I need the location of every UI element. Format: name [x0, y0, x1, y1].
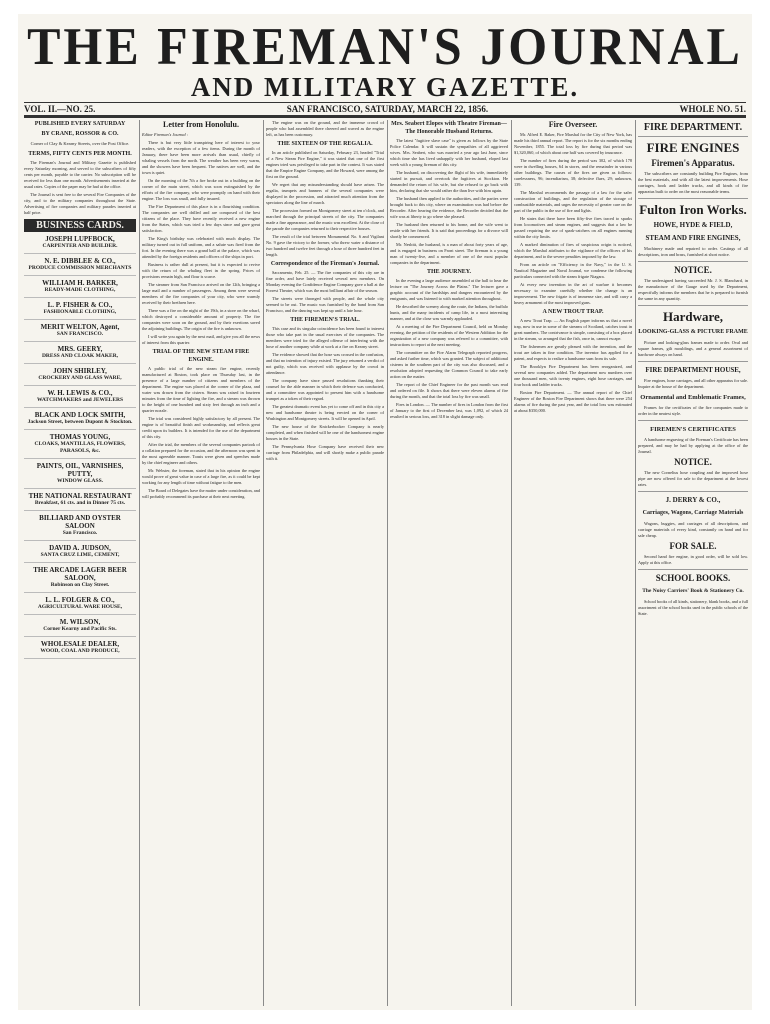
apparatus-heading: Firemen's Apparatus.: [651, 158, 735, 168]
dateline: [24, 102, 746, 116]
fire-engines-heading: FIRE ENGINES: [646, 140, 740, 155]
ornamental-frames-heading: Ornamental and Emblematic Frames,: [640, 394, 746, 401]
business-card: [24, 235, 136, 254]
business-card-name: M. WILSON,: [59, 618, 101, 626]
business-card-name: N. E. DIBBLEE & CO.,: [44, 257, 116, 265]
business-card-name: MERIT WELTON, Agent,: [40, 323, 120, 331]
fire-overseer-heading: Fire Overseer.: [548, 120, 598, 129]
journey-heading: THE JOURNEY.: [426, 269, 472, 275]
business-card-name: THE NATIONAL RESTAURANT: [28, 492, 132, 500]
for-sale-heading: FOR SALE.: [669, 541, 717, 551]
publisher-line: PUBLISHED EVERY SATURDAY: [34, 121, 126, 127]
divider: [638, 305, 748, 306]
business-card-line: DRESS AND CLOAK MAKER,: [41, 353, 119, 359]
masthead-subtitle: AND MILITARY GAZETTE.: [190, 72, 580, 102]
business-card: [24, 596, 136, 615]
business-card-line: WATCHMAKERS and JEWELERS: [36, 397, 124, 403]
business-card: [24, 462, 136, 489]
terms-heading: TERMS, FIFTY CENTS PER MONTH.: [28, 151, 132, 157]
carriages-heading: Carriages, Wagons, Carriage Materials: [642, 510, 744, 516]
business-card-name: JOSEPH LUPFBOCK,: [45, 235, 115, 243]
business-card: [24, 492, 136, 511]
fire-department-heading: FIRE DEPARTMENT.: [643, 122, 743, 133]
business-card-line: CROCKERY AND GLASS WARE,: [38, 375, 122, 381]
business-card-line: CLOAKS, MANTILLAS, FLOWERS, PARASOLS, &c.: [34, 441, 126, 454]
business-card: [24, 323, 136, 342]
business-card: [24, 257, 136, 276]
business-card-line: WINDOW GLASS.: [56, 478, 104, 484]
business-card: [24, 566, 136, 593]
business-card-name: THE ARCADE LAGER BEER SALOON,: [33, 566, 127, 582]
divider: [638, 261, 748, 262]
business-card-name: BLACK AND LOCK SMITH,: [34, 411, 126, 419]
business-card-line: AGRICULTURAL WARE HOUSE,: [37, 604, 123, 610]
business-card-line: READY-MADE CLOTHING,: [44, 287, 116, 293]
trial-heading: THE FIREMEN'S TRIAL.: [290, 317, 360, 323]
notice-2-heading: NOTICE.: [674, 457, 712, 467]
regalia-heading: THE SIXTEEN OF THE REGALIA.: [277, 141, 373, 147]
business-card-line: Corner Kearny and Pacific Sts.: [43, 626, 117, 632]
business-card-line: FASHIONABLE CLOTHING,: [43, 309, 117, 315]
publishers: BY CRANE, ROSSOR & CO.: [41, 131, 119, 137]
fulton-heading: Fulton Iron Works.: [639, 202, 747, 217]
business-card-name: WHOLESALE DEALER,: [40, 640, 120, 648]
business-card-name: L. L. FOLGER & CO.,: [45, 596, 115, 604]
column-rule: [263, 120, 264, 1006]
honolulu-letter-heading: Letter from Honolulu.: [163, 120, 239, 129]
business-card-line: PRODUCE COMMISSION MERCHANTS: [28, 265, 132, 271]
business-card-line: WOOD, COAL AND PRODUCE,: [40, 648, 120, 654]
business-card-name: PAINTS, OIL, VARNISHES, PUTTY,: [36, 462, 124, 478]
business-card-line: Breakfast, 61 cts. and in Dinner 75 cts.: [34, 500, 126, 506]
business-card-line: Jackson Street, between Dupont & Stockton.: [27, 419, 133, 425]
business-card: [24, 279, 136, 298]
newspaper-page: [18, 14, 752, 1010]
steam-engines-heading: STEAM AND FIRE ENGINES,: [645, 234, 741, 242]
column-rule: [511, 120, 512, 1006]
business-card: [24, 640, 136, 659]
business-card-name: DAVID A. JUDSON,: [49, 544, 111, 552]
column-1: PUBLISHED EVERY SATURDAY BY CRANE, ROSSOR & CO. Corner of Clay & Kearny Streets, over the Post Office. TERMS, FIFTY CENTS PER MONTH. The Fireman's Journal and Military Gazette is published every Saturday morning, and served to the subscribers of fifty cents per month, payable to the carrier. No subscription will be received for less than one month. Advertisements inserted at the usual rates. Copies of the paper may be had at the office. The Journal is sent free to the several Fire Companies of the city, and to the military companies throughout the State. Advertising of fire companies and military parades inserted at half price. BUSINESS CARDS. JOSEPH LUPFBOCK, CARPENTER AND BUILDER. N. E. DIBBLEE & CO., PRODUCE COMMISSION MERCHANTS WILLIAM H. BARKER, READY-MADE CLOTHING, L. P. FISHER & CO., FASHIONABLE CLOTHING, MERIT WELTON, Agent, SAN FRANCISCO. MRS. GEERY, DRESS AND CLOAK MAKER, JOHN SHIRLEY, CROCKERY AND GLASS WARE, W. H. LEWIS & CO., WATCHMAKERS and JEWELERS BLACK AND LOCK SMITH, Jackson Street, between Dupont & Stockton. THOMAS YOUNG, CLOAKS, MANTILLAS, FLOWERS, PARASOLS, &c. PAINTS, OIL, VARNISHES, PUTTY, WINDOW GLASS. THE NATIONAL RESTAURANT Breakfast, 61 cts. and in Dinner 75 cts. BILLIARD AND OYSTER SALOON San Francisco. DAVID A. JUDSON, SANTA CRUZ LIME, CEMENT, THE ARCADE LAGER BEER SALOON, Robinson on Clay Street. L. L. FOLGER & CO., AGRICULTURAL WARE HOUSE, M. WILSON, Corner Kearny and Pacific Sts. WHOLESALE DEALER, WOOD, COAL AND PRODUCE,: [24, 120, 136, 1006]
business-card: [24, 301, 136, 320]
business-card-name: MRS. GEERY,: [57, 345, 103, 353]
volume-number: VOL. II.—NO. 25.: [24, 104, 96, 114]
business-card-line: Robinson on Clay Street.: [50, 582, 110, 588]
column-5: Fire Overseer. Mr. Alfred E. Baker, Fire Marshal for the City of New York, has made his third annual report. The report is for the six months ending November, 1855. The total loss by fire during that period was $1,320,060, of which about one half was covered by insurance. The number of fires during the period was 302, of which 178 were in dwelling houses, 64 in stores, and the remainder in various other buildings. The causes of the fires are given as follows: carelessness, 96; incendiarism, 38; defective flues, 29; unknown, 139. The Marshal recommends the passage of a law for the safer construction of buildings, and the regulation of the storage of combustible materials, and urges the necessity of greater care on the part of the public in the use of fire and lights. He states that there have been fifty-five fires traced to sparks from locomotives and steam engines, and suggests that a law be passed requiring the use of spark-catchers on all engines running within the city limits. A marked diminution of fires of suspicious origin is noticed, which the Marshal attributes to the vigilance of the officers of his department, and to the severe penalties imposed by the law. From an article on "Efficiency in the Navy," in the U. S. Nautical Magazine and Naval Journal, we condense the following particulars connected with the steam frigate Niagara. At every new invention in the art of warfare it becomes necessary to examine carefully whether the change is an improvement. The new frigate is of immense size, and will carry a heavy armament of the most improved guns. A NEW TROUT TRAP. A new Trout Trap. — An English paper informs us that a novel trap, now in use in some of the streams of Scotland, catches trout in great numbers. The contrivance is simple, consisting of a box placed in the stream, so arranged that the fish, once in, cannot escape. The fishermen are greatly pleased with the invention, and the trout are taken in fine condition. The inventor has applied for a patent, and expects to realize a handsome sum from its sale. The Brooklyn Fire Department has been reorganized, and several new companies added. The department now numbers over one thousand men, with twenty engines, eight hose carriages, and four hook and ladder trucks. Boston Fire Department. — The annual report of the Chief Engineer of the Boston Fire Department shows that there were 254 alarms of fire during the past year, and the total loss was estimated at about $350,000.: [514, 120, 632, 413]
column-rule: [635, 120, 636, 1006]
hardware-heading: Hardware,: [662, 309, 724, 324]
business-card-line: CARPENTER AND BUILDER.: [42, 243, 118, 249]
business-card-name: WILLIAM H. BARKER,: [42, 279, 118, 287]
correspondence-heading: Correspondence of the Fireman's Journal.: [270, 261, 380, 267]
whole-number: WHOLE NO. 51.: [679, 104, 746, 114]
business-card-line: SAN FRANCISCO.: [56, 331, 104, 337]
divider: [638, 198, 748, 199]
divider: [638, 491, 748, 492]
divider: [638, 569, 748, 570]
business-card-name: W. H. LEWIS & CO.,: [47, 389, 113, 397]
noisy-carriers-heading: The Noisy Carriers' Book & Stationery Co.: [642, 588, 744, 594]
business-card: [24, 411, 136, 430]
masthead-rule: [24, 116, 746, 118]
business-cards-heading: BUSINESS CARDS.: [24, 219, 136, 232]
column-rule: [139, 120, 140, 1006]
business-card-line: San Francisco.: [62, 530, 98, 536]
business-card: [24, 514, 136, 541]
section-heading: TRIAL OF THE NEW STEAM FIRE ENGINE.: [152, 349, 250, 363]
divider: [638, 361, 748, 362]
business-card: [24, 433, 136, 459]
elopement-heading: Mrs. Seabert Elopes with Theatre Fireman—The Honorable Husband Returns.: [391, 121, 507, 135]
frame-heading: LOOKING-GLASS & PICTURE FRAME: [638, 329, 748, 335]
business-card: [24, 618, 136, 637]
masthead-title: THE FIREMAN'S JOURNAL: [27, 16, 743, 76]
divider: [638, 136, 748, 137]
business-card-name: BILLIARD AND OYSTER SALOON: [39, 514, 121, 530]
business-card: [24, 345, 136, 364]
school-books-heading: SCHOOL BOOKS.: [655, 573, 731, 583]
business-card-name: L. P. FISHER & CO.,: [47, 301, 113, 309]
divider: [638, 420, 748, 421]
derry-heading: J. DERRY & CO.,: [665, 496, 721, 504]
column-4: Mrs. Seabert Elopes with Theatre Fireman—The Honorable Husband Returns. The latest "fugitive slave case" is given as follows by the State Police Calendar. It will sustain the sympathies of all aggrieved wives. Mrs. Seabert, who was married a year ago last June, since which time she has lived unhappily with her husband, eloped last week with a young fireman of this city. The husband, on discovering the flight of his wife, immediately started in pursuit, and overtook the fugitives at Stockton. He demanded the return of his wife, but she refused to go back with him, declaring that she would rather die than live with him again. The husband then applied to the authorities, and the parties were brought back to this city, where an examination was had before the Recorder. After hearing the evidence, the Recorder decided that the wife was at liberty to go where she pleased. The husband then returned to his home, and the wife went to reside with her friends. It is said that proceedings for a divorce will shortly be commenced. Mr. Nesbitt, the husband, is a man of about forty years of age, and is engaged in business on Front street. The fireman is a young man of twenty-five, and a member of one of the most popular companies in the department. THE JOURNEY. In the evening a large audience assembled at the hall to hear the lecture on "The Journey Across the Plains." The lecturer gave a graphic account of the hardships and dangers encountered by the emigrants, and was listened to with marked attention throughout. He described the scenery along the route, the Indians, the buffalo hunts, and the many incidents of camp life, in a most interesting manner, and at the close was warmly applauded. At a meeting of the Fire Department Council, held on Monday evening, the petition of the residents of the Western Addition for the organization of a new company was referred to a committee, with instructions to report at the next meeting. The committee on the Fire Alarm Telegraph reported progress, and asked further time, which was granted. The subject of additional cisterns in the southern part of the city was also discussed, and a resolution adopted requesting the Common Council to take early action on the matter. The report of the Chief Engineer for the past month was read and ordered on file. It shows that there were eleven alarms of fire during the month, and that the total loss by fire was small. Fires in London. — The number of fires in London from the first of January to the first of December last, was 1,092, of which 24 resulted in serious loss, and 318 in slight damage only.: [390, 121, 508, 419]
business-card: [24, 367, 136, 386]
business-card-line: SANTA CRUZ LIME, CEMENT,: [40, 552, 120, 558]
business-card-name: JOHN SHIRLEY,: [53, 367, 107, 375]
certificates-heading: FIREMEN'S CERTIFICATES: [650, 426, 736, 433]
column-rule: [387, 120, 388, 1006]
byline: Editor Fireman's Journal :: [142, 132, 189, 137]
business-cards-list: [24, 235, 136, 659]
column-3: The engine was on the ground, and the immense crowd of people who had assembled there cheered and waved as the engine left, as has been customary. THE SIXTEEN OF THE REGALIA. In an article published on Saturday, February 23, headed "Trial of a New Steam Fire Engine," it was stated that one of the first engines tried was privileged to take part in the contest. It was stated that the Empire Engine Company, and the Howard, were among the first on the ground. We regret that any misunderstanding should have arisen. The regalia, trumpets and banners of the several companies were displayed in the procession, and attracted much attention from the spectators along the line of march. The procession formed on Montgomery street at ten o'clock, and marched through the principal streets of the city. The companies made a fine appearance, and the music was excellent. At the close of the parade the companies returned to their respective houses. The result of the trial between Monumental No. 6 and Vigilant No. 9 gave the victory to the former, who threw water a distance of two hundred and twelve feet through a hose of three hundred feet in length. Correspondence of the Fireman's Journal. Sacramento, Feb. 25. — The fire companies of this city are in fine order, and have lately received several new members. On Monday evening the Confidence Engine Company gave a ball at the Forrest Theatre, which was the most brilliant affair of the season. The streets were thronged with people, and the whole city seemed to be out. The music was furnished by the band from San Francisco, and the dancing was kept up until a late hour. THE FIREMEN'S TRIAL. This case and its singular coincidence has been found to interest those who take part in the usual exercises of the companies. The members were tried for the alleged offense of interfering with the hose of another company while at work at a fire on Kearny street. The evidence showed that the hose was crossed in the confusion, and that no intention of injury existed. The jury returned a verdict of not guilty, which was received with applause by the crowd in attendance. The company have since passed resolutions thanking their counsel for the able manner in which their defence was conducted, and a committee was appointed to present him with a handsome trumpet as a token of their regard. The greatest dramatic event has yet to come off and in this city a new and handsome theatre is being erected on the corner of Washington and Montgomery streets. It will be opened in April. The new house of the Knickerbocker Company is nearly completed, and when finished will be one of the handsomest engine houses in the State. The Pennsylvania Hose Company have received their new carriage from Philadelphia, and will shortly make a public parade with it.: [266, 120, 384, 461]
business-card: [24, 389, 136, 408]
business-card-name: THOMAS YOUNG,: [49, 433, 111, 441]
column-6: FIRE DEPARTMENT. FIRE ENGINES Firemen's Apparatus. The subscribers are constantly building Fire Engines, from the best materials, and with all the latest improvements. Hose carriages, hook and ladder trucks, and all kinds of fire apparatus built to order on the most reasonable terms. Fulton Iron Works. HOWE, HYDE & FIELD, STEAM AND FIRE ENGINES, Machinery made and repaired to order. Castings of all descriptions, iron and brass, furnished at short notice. NOTICE. The undersigned having succeeded Mr. J. S. Blanchard, in the manufacture of the Gauge used by the Department, respectfully informs the members that he is prepared to furnish the same in any quantity. Hardware, LOOKING-GLASS & PICTURE FRAME Picture and looking-glass frames made to order. Oval and square frames, gilt mouldings, and a general assortment of hardware always on hand. FIRE DEPARTMENT HOUSE, Fire engines, hose carriages, and all other apparatus for sale. Inquire at the house of the department. Ornamental and Emblematic Frames, Frames for the certificates of the fire companies made to order in the neatest style. FIREMEN'S CERTIFICATES A handsome engraving of the Fireman's Certificate has been prepared, and may be had by applying at the office of the Journal. NOTICE. The new Cornelius hose coupling and the improved hose pipe are now offered for sale to the department at the lowest rates. J. DERRY & CO., Carriages, Wagons, Carriage Materials Wagons, buggies, and carriages of all descriptions, and carriage materials of every kind, constantly on hand and for sale cheap. FOR SALE. Second hand fire engine, in good order, will be sold low. Apply at this office. SCHOOL BOOKS. The Noisy Carriers' Book & Stationery Co. School books of all kinds, stationery, blank books, and a full assortment of the school books used in the public schools of the State.: [638, 122, 748, 616]
trout-trap-heading: A NEW TROUT TRAP.: [542, 309, 604, 315]
column-2: Letter from Honolulu. Editor Fireman's Journal : There is but very little transpiring here of interest to your readers, with the exception of a few items. During the month of January, there have been more arrivals than usual, chiefly of whaling vessels from the north. The weather has been very warm, and the showers have been frequent. The natives are well, and the town is quiet. On the morning of the 7th a fire broke out in a building on the corner of the main street, which was soon extinguished by the efforts of the fire company, who were promptly on hand with their engine. The loss was small, and fully insured. The Fire Department of this place is in a flourishing condition. The companies are well drilled and are composed of the best citizens of the place. They have recently received a new engine from the States, which was tried a few days since and gave great satisfaction. The King's birthday was celebrated with much display. The military turned out in full uniform, and a salute was fired from the fort. In the evening there was a grand ball at the palace, which was attended by the foreign residents and officers of the ships in port. Business is rather dull at present, but it is expected to revive with the return of the whaling fleet in the spring. Prices of provisions remain high, and flour is scarce. The steamer from San Francisco arrived on the 12th, bringing a large mail and a number of passengers. Among them were several members of the fire companies of your city, who were warmly received by their brethren here. There was a fire on the night of the 19th, in a store on the wharf, which destroyed a considerable amount of property. The fire companies were soon on the ground, and by their exertions saved the adjoining buildings. The origin of the fire is unknown. I will write you again by the next mail, and give you all the news of interest from this quarter. TRIAL OF THE NEW STEAM FIRE ENGINE. A public trial of the new steam fire engine, recently manufactured at Boston, took place on Thursday last, in the presence of a large number of citizens and members of the department. The engine was placed at the corner of the plaza, and water was drawn from the cistern. Steam was raised in fourteen minutes from the time of lighting the fire, and a stream was thrown to the height of one hundred and sixty feet through an inch and a quarter nozzle. The trial was considered highly satisfactory by all present. The engine is of beautiful finish and workmanship, and reflects great credit upon its builders. It is intended for the use of the department of this city. After the trial, the members of the several companies partook of a collation prepared for the occasion, and the afternoon was spent in the most agreeable manner. Toasts were given and speeches made by the chief engineer and others. Mr. Webster, the foreman, stated that in his opinion the engine would prove of great value in case of a large fire, as it could be kept working for any length of time without fatigue to the men. The Board of Delegates have the matter under consideration, and will probably recommend its purchase at their next meeting.: [142, 120, 260, 499]
notice-heading: NOTICE.: [674, 265, 712, 275]
office-address: Corner of Clay & Kearny Streets, over the Post Office.: [30, 141, 130, 146]
fire-dept-house-heading: FIRE DEPARTMENT HOUSE,: [645, 366, 741, 374]
fulton-subheading: HOWE, HYDE & FIELD,: [653, 221, 733, 229]
business-card: [24, 544, 136, 563]
place-and-date: SAN FRANCISCO, SATURDAY, MARCH 22, 1856.: [286, 104, 489, 114]
